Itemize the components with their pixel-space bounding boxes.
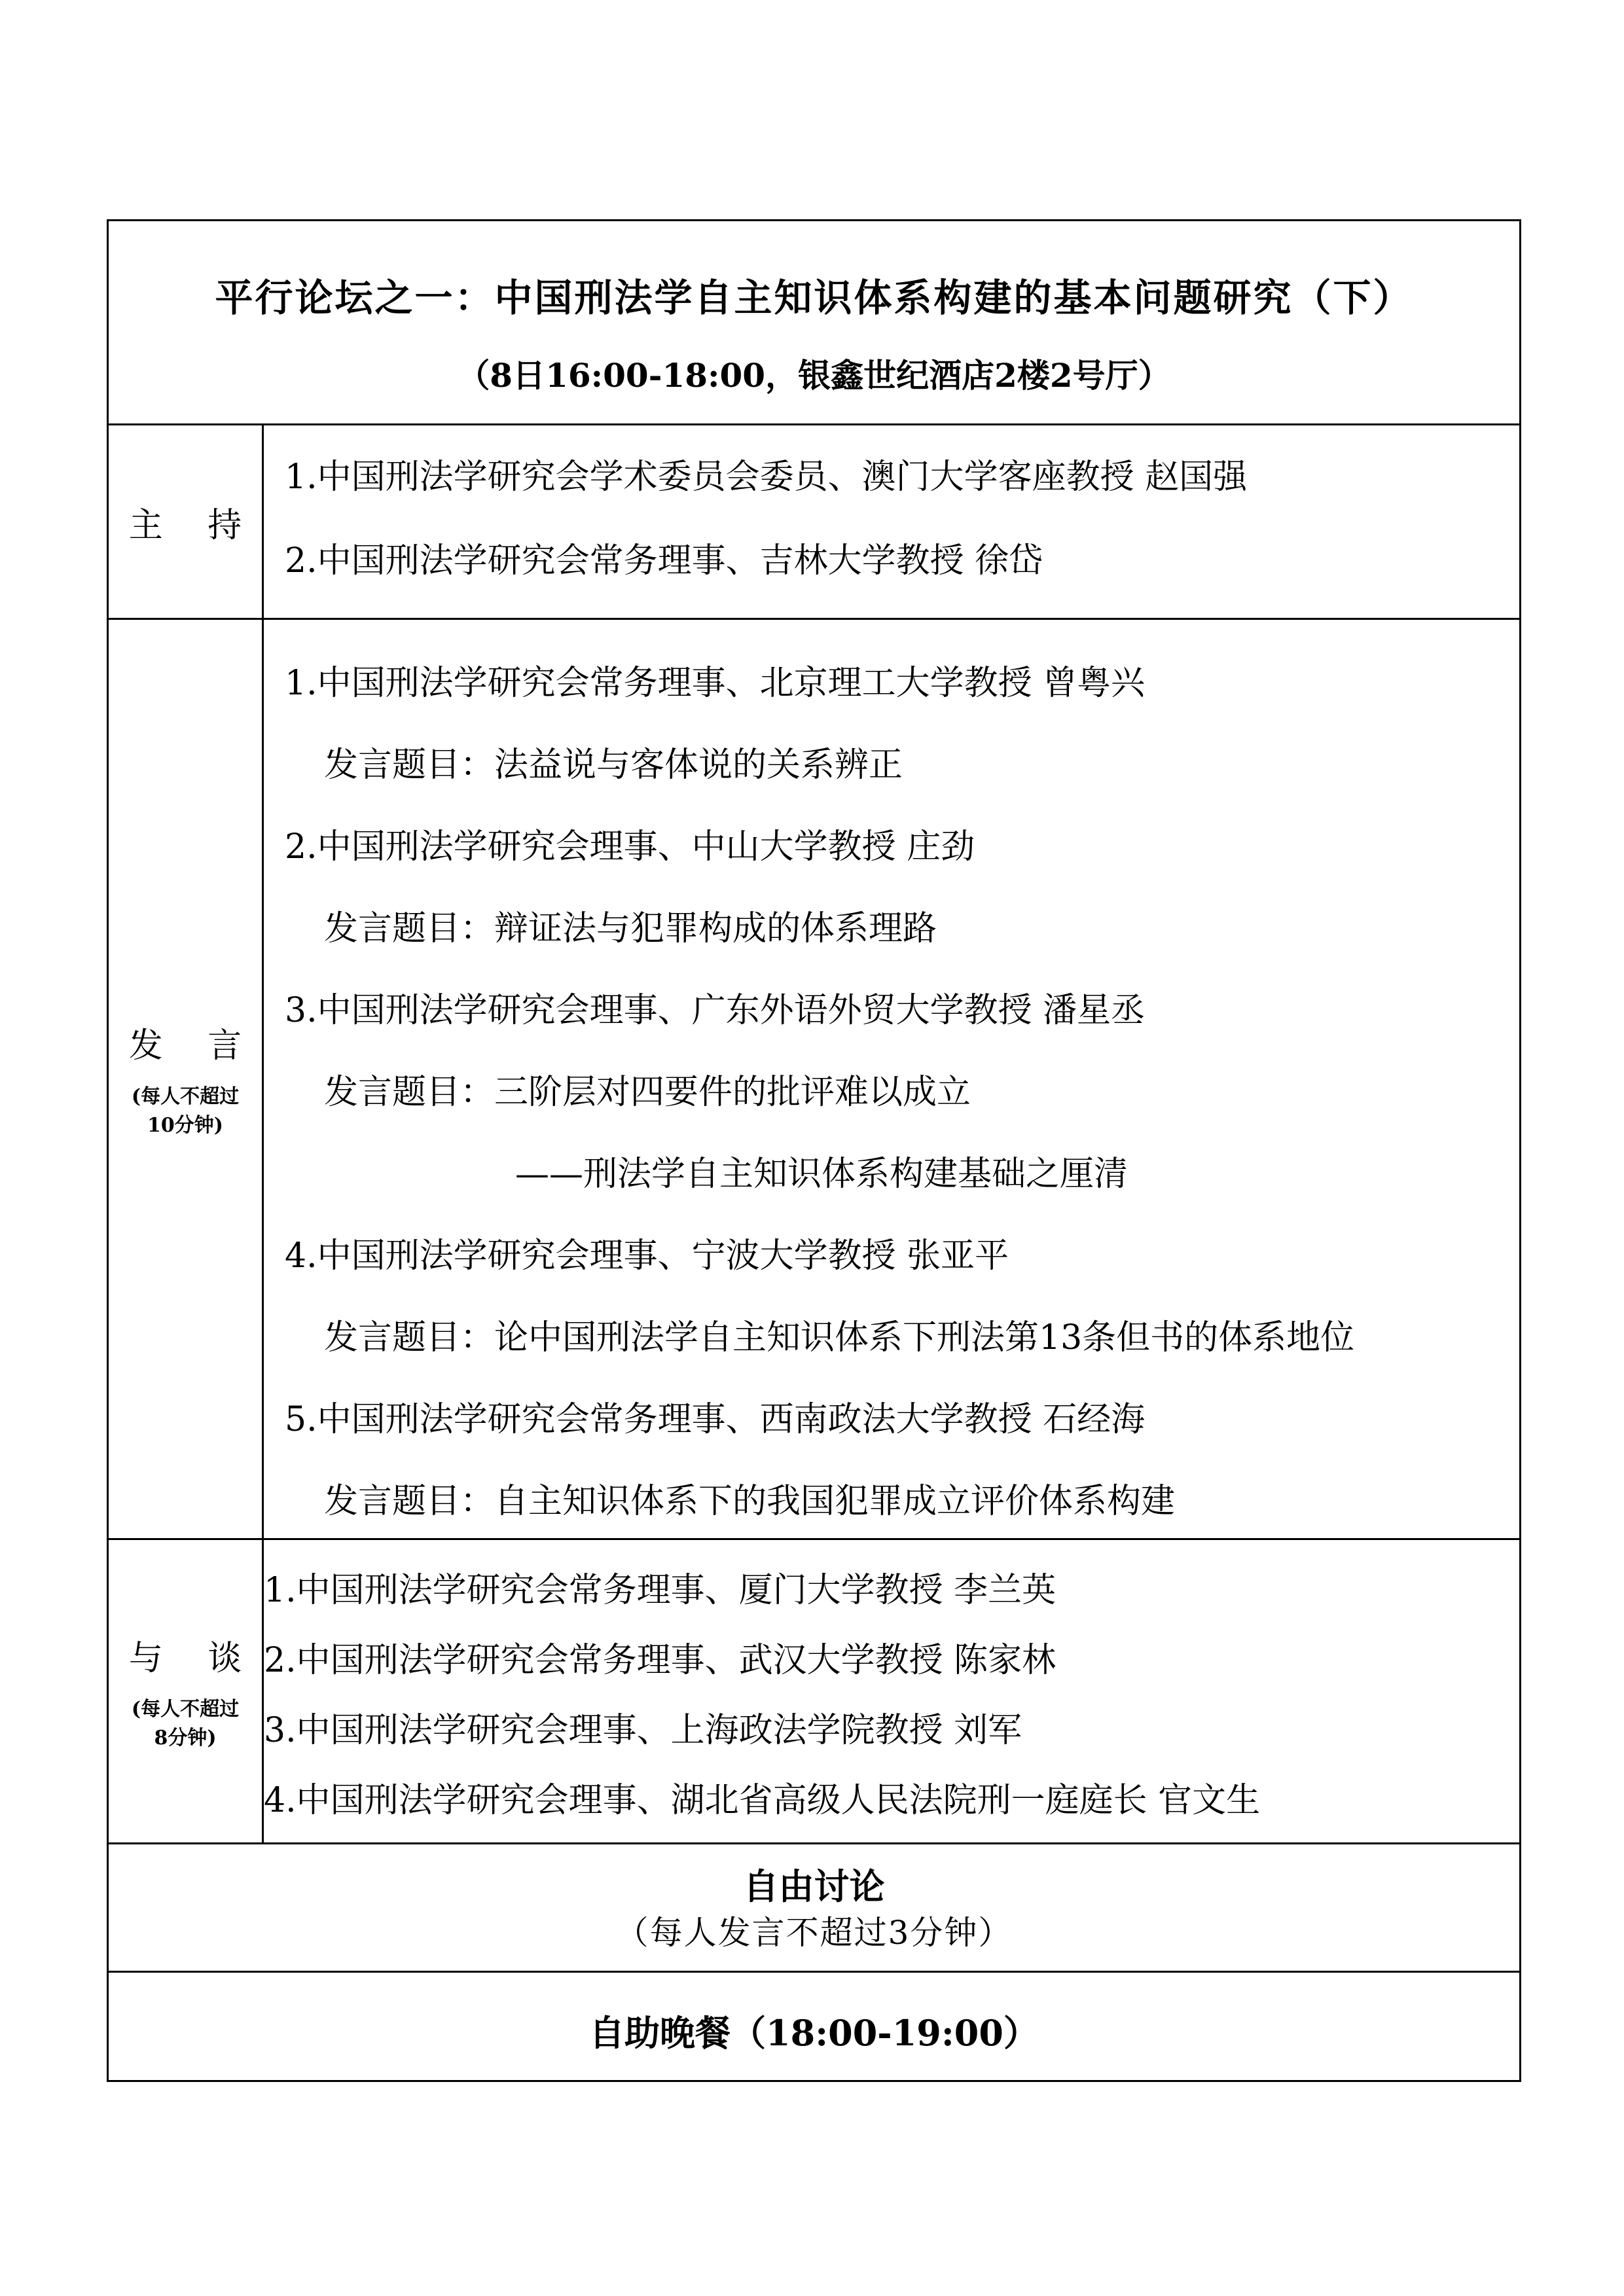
speech-topic: 发言题目：三阶层对四要件的批评难以成立 [324, 1073, 971, 1112]
host-label: 主 持 [128, 505, 259, 545]
host-item: 2.中国刑法学研究会常务理事、吉林大学教授 徐岱 [285, 541, 1043, 581]
discussant-section [109, 1540, 1519, 1844]
speech-label: 发 言 [128, 1026, 259, 1066]
speaker-item: 4.中国刑法学研究会理事、宁波大学教授 张亚平 [285, 1236, 1009, 1276]
speech-topic: 发言题目：法益说与客体说的关系辨正 [324, 745, 903, 785]
forum-title: 平行论坛之一：中国刑法学自主知识体系构建的基本问题研究（下） [215, 276, 1413, 320]
host-item: 1.中国刑法学研究会学术委员会委员、澳门大学客座教授 赵国强 [285, 457, 1248, 497]
speaker-item: 3.中国刑法学研究会理事、广东外语外贸大学教授 潘星丞 [285, 991, 1146, 1030]
speech-subtitle: ——刑法学自主知识体系构建基础之厘清 [515, 1155, 1128, 1194]
discussant-label: 与 谈 [128, 1638, 259, 1678]
discussant-list [264, 1540, 1519, 1842]
host-label-cell [109, 425, 264, 618]
free-discussion-section [109, 1844, 1519, 1973]
host-section [109, 425, 1519, 620]
discussant-time-limit-note: (每人不超过8分钟) [131, 1697, 240, 1749]
speaker-item: 5.中国刑法学研究会常务理事、西南政法大学教授 石经海 [285, 1400, 1146, 1439]
speech-topic: 发言题目：辩证法与犯罪构成的体系理路 [324, 909, 937, 948]
speaker-item: 2.中国刑法学研究会理事、中山大学教授 庄劲 [285, 827, 975, 867]
speaker-item: 1.中国刑法学研究会常务理事、北京理工大学教授 曾粤兴 [285, 664, 1146, 703]
dinner-section [109, 1973, 1519, 2080]
free-discussion-title: 自由讨论 [743, 1865, 885, 1907]
speech-label-cell [109, 620, 264, 1538]
discussant-item: 1.中国刑法学研究会常务理事、厦门大学教授 李兰英 [264, 1571, 1056, 1610]
forum-header [109, 221, 1519, 425]
discussant-label-cell [109, 1540, 264, 1842]
discussant-item: 2.中国刑法学研究会常务理事、武汉大学教授 陈家林 [264, 1641, 1056, 1680]
host-list [264, 425, 1519, 618]
speech-topic: 发言题目：论中国刑法学自主知识体系下刑法第13条但书的体系地位 [324, 1318, 1355, 1357]
dinner-text: 自助晚餐（18:00-19:00） [589, 2012, 1039, 2054]
speech-section [109, 620, 1519, 1540]
speech-time-limit-note: (每人不超过10分钟) [131, 1085, 240, 1137]
free-discussion-note: （每人发言不超过3分钟） [615, 1914, 1013, 1952]
speech-topic: 发言题目：自主知识体系下的我国犯罪成立评价体系构建 [324, 1482, 1176, 1521]
speech-list [264, 620, 1519, 1538]
forum-schedule-table [107, 219, 1521, 2082]
discussant-item: 4.中国刑法学研究会理事、湖北省高级人民法院刑一庭庭长 官文生 [264, 1781, 1261, 1820]
forum-time-location: （8日16:00-18:00，银鑫世纪酒店2楼2号厅） [457, 356, 1171, 395]
discussant-item: 3.中国刑法学研究会理事、上海政法学院教授 刘军 [264, 1711, 1022, 1750]
